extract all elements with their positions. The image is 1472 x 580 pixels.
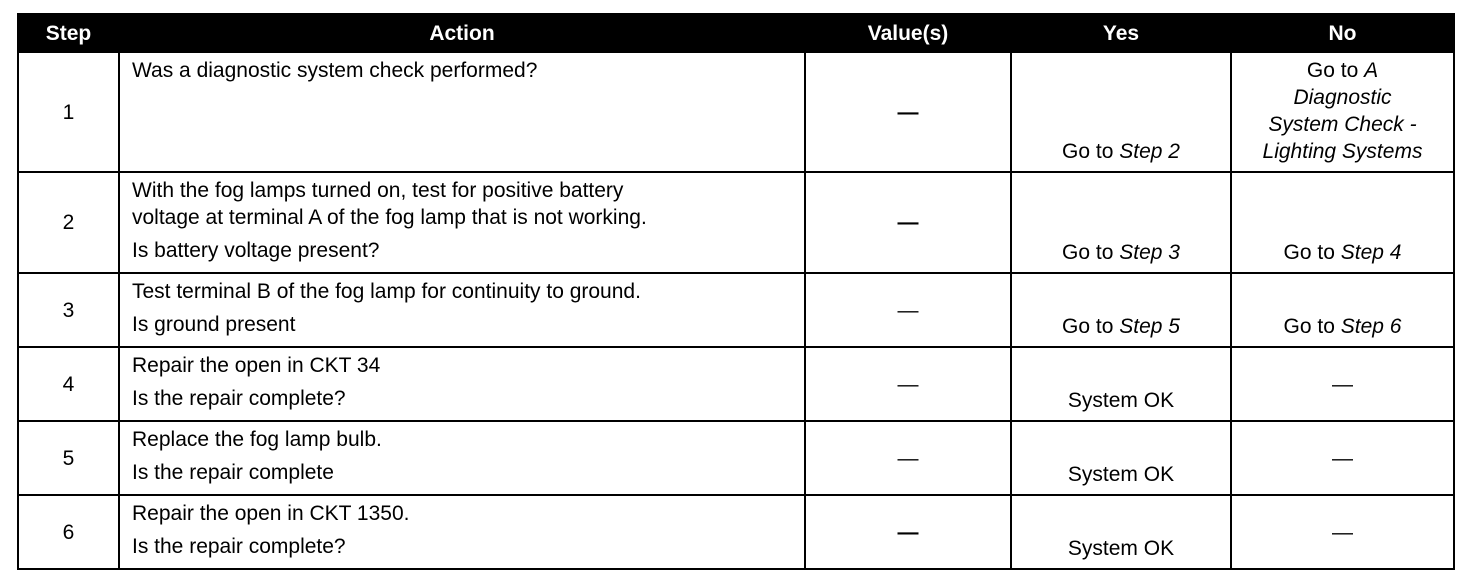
yes-prefix: Go to xyxy=(1062,241,1120,264)
no-cell: — xyxy=(1231,421,1454,495)
table-row xyxy=(18,347,1454,421)
action-cell xyxy=(119,172,805,273)
step-number: 2 xyxy=(18,172,119,273)
action-text: With the fog lamps turned on, test for positive battery xyxy=(132,179,624,202)
yes-cell xyxy=(1011,172,1231,273)
no-cell xyxy=(1231,172,1454,273)
action-cell xyxy=(119,273,805,347)
value-cell: — xyxy=(805,495,1011,569)
action-question: Is the repair complete? xyxy=(132,535,346,558)
action-question: Is battery voltage present? xyxy=(132,239,380,262)
action-text: Was a diagnostic system check performed? xyxy=(132,59,538,82)
table-row xyxy=(18,273,1454,347)
header-yes: Yes xyxy=(1011,14,1231,52)
action-cell xyxy=(119,421,805,495)
yes-prefix: Go to xyxy=(1062,140,1120,163)
value-cell: — xyxy=(805,347,1011,421)
header-action: Action xyxy=(119,14,805,52)
yes-cell: System OK xyxy=(1011,495,1231,569)
value-cell: — xyxy=(805,273,1011,347)
no-cell: — xyxy=(1231,347,1454,421)
value-cell: — xyxy=(805,421,1011,495)
no-step-link: Step 6 xyxy=(1340,315,1402,338)
action-text: Test terminal B of the fog lamp for continuity to ground. xyxy=(132,280,641,303)
table-row xyxy=(18,421,1454,495)
no-step-link: Step 4 xyxy=(1340,241,1402,264)
action-text: Repair the open in CKT 1350. xyxy=(132,502,410,525)
yes-cell: System OK xyxy=(1011,421,1231,495)
header-no: No xyxy=(1231,14,1454,52)
table-row xyxy=(18,52,1454,172)
value-cell: — xyxy=(805,52,1011,172)
no-cell xyxy=(1231,273,1454,347)
action-text: Replace the fog lamp bulb. xyxy=(132,428,382,451)
step-number: 1 xyxy=(18,52,119,172)
step-number: 6 xyxy=(18,495,119,569)
yes-cell xyxy=(1011,52,1231,172)
action-text: voltage at terminal A of the fog lamp that is not working. xyxy=(132,206,647,229)
action-question: Is the repair complete? xyxy=(132,387,346,410)
action-text: Repair the open in CKT 34 xyxy=(132,354,381,377)
action-cell xyxy=(119,347,805,421)
yes-prefix: Go to xyxy=(1062,315,1120,338)
action-cell xyxy=(119,52,805,172)
no-line: Lighting Systems xyxy=(1262,140,1423,163)
no-line: Go to A xyxy=(1306,59,1379,82)
table-row xyxy=(18,495,1454,569)
no-prefix: Go to xyxy=(1283,241,1341,264)
value-cell: — xyxy=(805,172,1011,273)
header-values: Value(s) xyxy=(805,14,1011,52)
no-line: Diagnostic xyxy=(1293,86,1392,109)
yes-cell: System OK xyxy=(1011,347,1231,421)
action-question: Is ground present xyxy=(132,313,296,336)
yes-step-link: Step 2 xyxy=(1119,140,1180,163)
no-cell xyxy=(1231,52,1454,172)
step-number: 5 xyxy=(18,421,119,495)
step-number: 4 xyxy=(18,347,119,421)
step-number: 3 xyxy=(18,273,119,347)
diagnostic-table xyxy=(17,13,1455,570)
header-step: Step xyxy=(18,14,119,52)
no-cell: — xyxy=(1231,495,1454,569)
header-row xyxy=(18,14,1454,52)
yes-step-link: Step 5 xyxy=(1119,315,1180,338)
yes-step-link: Step 3 xyxy=(1119,241,1180,264)
action-cell xyxy=(119,495,805,569)
no-prefix: Go to xyxy=(1283,315,1341,338)
action-question: Is the repair complete xyxy=(132,461,334,484)
table-row xyxy=(18,172,1454,273)
no-line: System Check - xyxy=(1268,113,1417,136)
yes-cell xyxy=(1011,273,1231,347)
